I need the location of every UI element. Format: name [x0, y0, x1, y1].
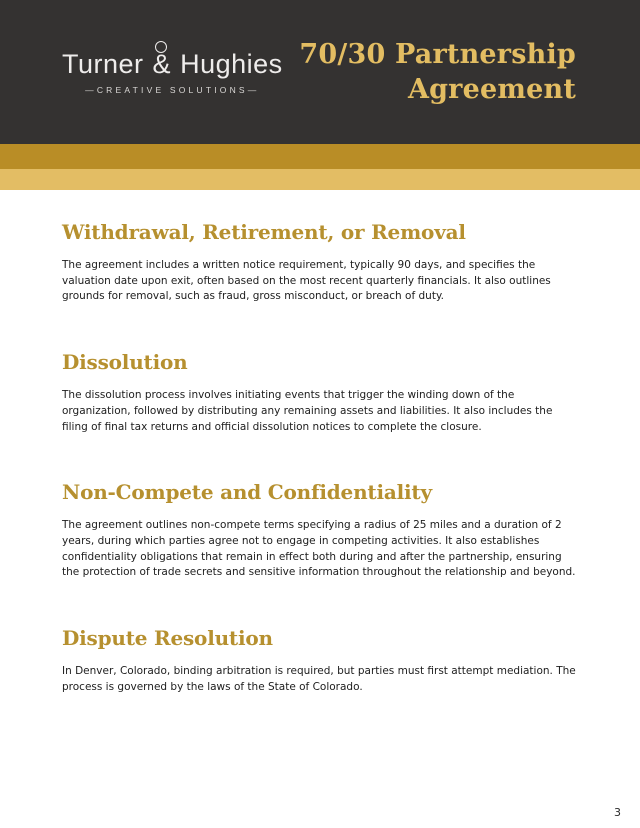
- gold-stripe-light: [0, 169, 640, 190]
- section-dispute-resolution: [62, 626, 578, 695]
- document-title-line2: Agreement: [407, 74, 576, 105]
- company-name-right: Hughies: [180, 49, 283, 79]
- ampersand-ring-icon: [155, 41, 167, 53]
- section-paragraph: The agreement includes a written notice requirement, typically 90 days, and specifies the valuation date upon exit, often based on the most recent quarterly financials. It also outlines grounds for removal, such as fraud, gross misconduct, or breach of duty.: [62, 259, 551, 303]
- company-name-left: Turner: [62, 49, 144, 79]
- company-ampersand: [152, 49, 173, 80]
- document-title: [299, 37, 576, 107]
- company-logo: [62, 49, 283, 95]
- section-heading: Non-Compete and Confidentiality: [62, 480, 432, 505]
- page-header: [0, 0, 640, 144]
- gold-stripe-dark: [0, 144, 640, 169]
- section-heading: Dissolution: [62, 350, 188, 375]
- section-withdrawal: [62, 220, 578, 305]
- page-number: 3: [614, 806, 621, 819]
- section-heading: Withdrawal, Retirement, or Removal: [62, 220, 466, 244]
- document-title-line1: 70/30 Partnership: [299, 39, 576, 70]
- section-paragraph: The dissolution process involves initiating events that trigger the winding down of the organization, followed by distributing any remaining assets and liabilities. It also includes the filing of final tax returns and official dissolution notices to complete the closure.: [62, 389, 553, 433]
- section-heading: Dispute Resolution: [62, 626, 273, 651]
- section-non-compete: [62, 480, 578, 581]
- section-paragraph: The agreement outlines non-compete terms specifying a radius of 25 miles and a duration of 2 years, during which parties agree not to engage in competing activities. It also establishes confidentiality obligations that remain in effect both during and after the partnership, ensuring the protection of trade secrets and sensitive information throughout the relationship and beyond.: [62, 519, 576, 579]
- company-name: [62, 49, 283, 80]
- company-tagline: —CREATIVE SOLUTIONS—: [85, 85, 260, 95]
- document-body: [0, 190, 640, 695]
- section-paragraph: In Denver, Colorado, binding arbitration is required, but parties must first attempt mediation. The process is governed by the laws of the State of Colorado.: [62, 665, 576, 693]
- ampersand-glyph: &: [152, 49, 172, 79]
- section-dissolution: [62, 350, 578, 435]
